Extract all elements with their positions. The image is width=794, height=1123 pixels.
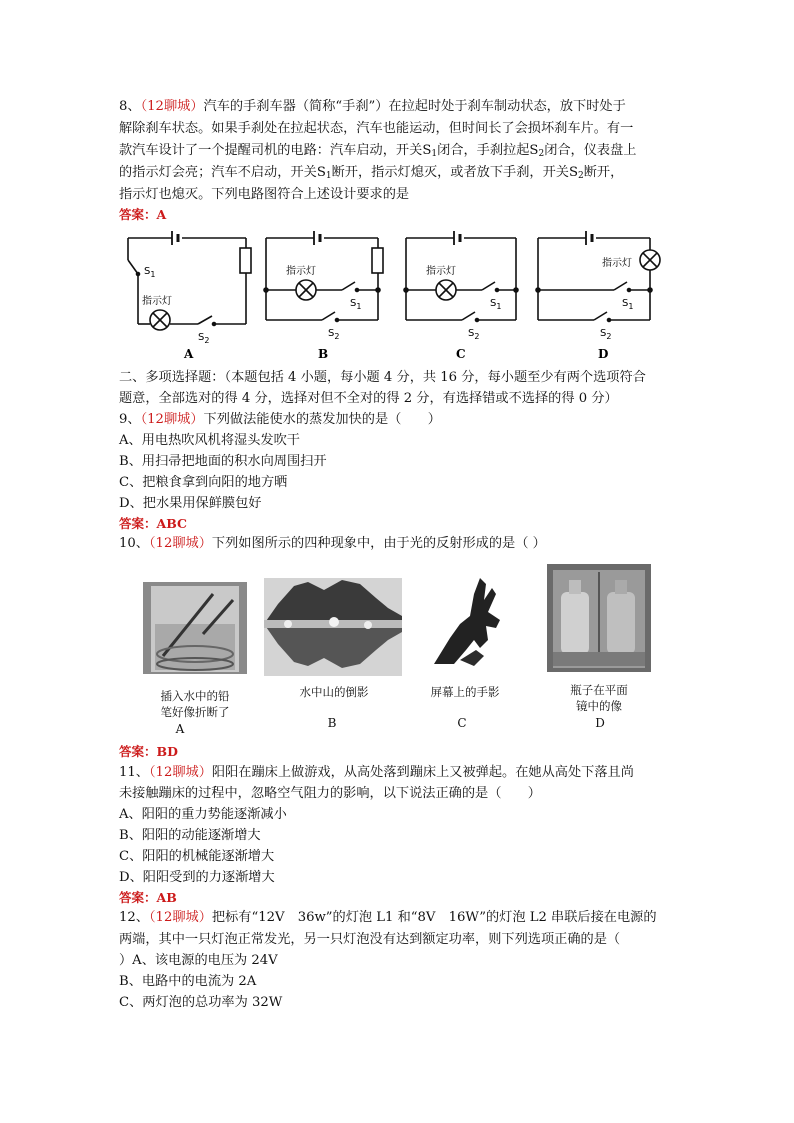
q9-option-c: C、把粮食拿到向阳的地方晒 xyxy=(119,475,288,490)
section2-line-1: 二、多项选择题：（本题包括 4 小题，每小题 4 分，共 16 分，每小题至少有两个选项符合 xyxy=(119,370,646,385)
q12-line-3: ）A、该电源的电压为 24V xyxy=(119,953,278,968)
q11-line-2: 未接触蹦床的过程中，忽略空气阻力的影响，以下说法正确的是（ ） xyxy=(119,786,541,801)
q11-option-a: A、阳阳的重力势能逐渐减小 xyxy=(119,807,287,822)
q11-source-tag: （12聊城） xyxy=(148,765,212,780)
circuit-a-letter: A xyxy=(184,347,194,361)
photo-c-caption: 屏幕上的手影 xyxy=(430,685,500,699)
circuit-d-s2-label: $S_2$ xyxy=(600,328,612,341)
photo-pencil-in-water xyxy=(143,564,247,674)
q11-option-c: C、阳阳的机械能逐渐增大 xyxy=(119,849,275,864)
circuit-a-s2-label: $S_2$ xyxy=(198,332,210,345)
circuit-b-letter: B xyxy=(318,347,329,361)
circuit-d-letter: D xyxy=(598,347,609,361)
photo-a-letter: A xyxy=(175,722,185,736)
circuit-b-lamp-label: 指示灯 xyxy=(286,266,316,277)
circuit-a-s1-label: $S_1$ xyxy=(144,266,156,279)
q8-line-3: 款汽车设计了一个提醒司机的电路：汽车启动，开关$S_1$闭合，手刹拉起$S_2$闭合，仪表盘上 xyxy=(119,143,637,159)
q11-option-b: B、阳阳的动能逐渐增大 xyxy=(119,828,261,843)
photo-b-letter: B xyxy=(327,716,337,730)
q8-source-tag: （12聊城） xyxy=(140,99,204,114)
q9-option-a: A、用电热吹风机将湿头发吹干 xyxy=(119,433,300,448)
q8-line-1: 8、（12聊城）汽车的手刹车器（简称“手刹”）在拉起时处于刹车制动状态，放下时处于 xyxy=(119,99,626,114)
circuit-c-s1-label: $S_1$ xyxy=(490,298,502,311)
circuit-c-letter: C xyxy=(456,347,466,361)
q12-line-1: 12、（12聊城）把标有“12V 36w”的灯泡 L1 和“8V 16W”的灯泡 L2 串联后接在电源的 xyxy=(119,910,657,925)
circuit-d-s1-label: $S_1$ xyxy=(622,298,634,311)
q12-option-b: B、电路中的电流为 2A xyxy=(119,974,257,989)
photo-d-caption: 瓶子在平面 镜中的像 xyxy=(570,683,628,713)
q9-option-d: D、把水果用保鲜膜包好 xyxy=(119,496,262,511)
photo-bottle-mirror xyxy=(547,564,651,676)
circuit-a-lamp-label: 指示灯 xyxy=(142,296,172,307)
q12-option-c: C、两灯泡的总功率为 32W xyxy=(119,995,283,1010)
circuit-b-s1-label: $S_1$ xyxy=(350,298,362,311)
q9-stem: 9、（12聊城）下列做法能使水的蒸发加快的是（ ） xyxy=(119,412,441,427)
circuit-diagram-d xyxy=(534,228,670,363)
photo-c-letter: C xyxy=(457,716,467,730)
circuit-diagram-b xyxy=(262,228,394,363)
circuit-diagram-c xyxy=(402,228,526,363)
section2-line-2: 题意，全部选对的得 4 分，选择对但不全对的得 2 分，有选择错或不选择的得 0 分） xyxy=(119,391,618,406)
q11-answer: 答案：AB xyxy=(119,890,177,905)
q10-answer: 答案：BD xyxy=(119,744,178,759)
q12-line-2: 两端，其中一只灯泡正常发光，另一只灯泡没有达到额定功率，则下列选项正确的是（ xyxy=(119,932,621,947)
circuit-c-lamp-label: 指示灯 xyxy=(426,266,456,277)
q9-source-tag: （12聊城） xyxy=(140,412,204,427)
q12-source-tag: （12聊城） xyxy=(148,910,212,925)
q8-line-2: 解除刹车状态。如果手刹处在拉起状态，汽车也能运动，但时间长了会损坏刹车片。有一 xyxy=(119,121,634,136)
q8-answer: 答案：A xyxy=(119,207,167,222)
q10-stem: 10、（12聊城）下列如图所示的四种现象中，由于光的反射形成的是（ ） xyxy=(119,536,546,551)
q9-option-b: B、用扫帚把地面的积水向周围扫开 xyxy=(119,454,327,469)
circuit-diagram-a xyxy=(120,228,256,363)
q8-line-4: 的指示灯会亮；汽车不启动，开关$S_1$断开，指示灯熄灭，或者放下手刹，开关$S_2$断开， xyxy=(119,165,624,181)
q11-line-1: 11、（12聊城）阳阳在蹦床上做游戏，从高处落到蹦床上又被弹起。在她从高处下落且尚 xyxy=(119,765,634,780)
circuit-c-s2-label: $S_2$ xyxy=(468,328,480,341)
photo-hand-shadow xyxy=(430,564,512,674)
photo-mountain-reflection xyxy=(264,564,402,676)
q9-answer: 答案：ABC xyxy=(119,516,187,531)
photo-b-caption: 水中山的倒影 xyxy=(299,685,369,699)
q10-source-tag: （12聊城） xyxy=(148,536,212,551)
photo-a-caption: 插入水中的铅 笔好像折断了 xyxy=(160,689,230,719)
circuit-b-s2-label: $S_2$ xyxy=(328,328,340,341)
q11-option-d: D、阳阳受到的力逐渐增大 xyxy=(119,870,275,885)
photo-d-letter: D xyxy=(595,716,605,730)
circuit-d-lamp-label: 指示灯 xyxy=(602,258,632,269)
q8-line-5: 指示灯也熄灭。下列电路图符合上述设计要求的是 xyxy=(119,187,410,202)
